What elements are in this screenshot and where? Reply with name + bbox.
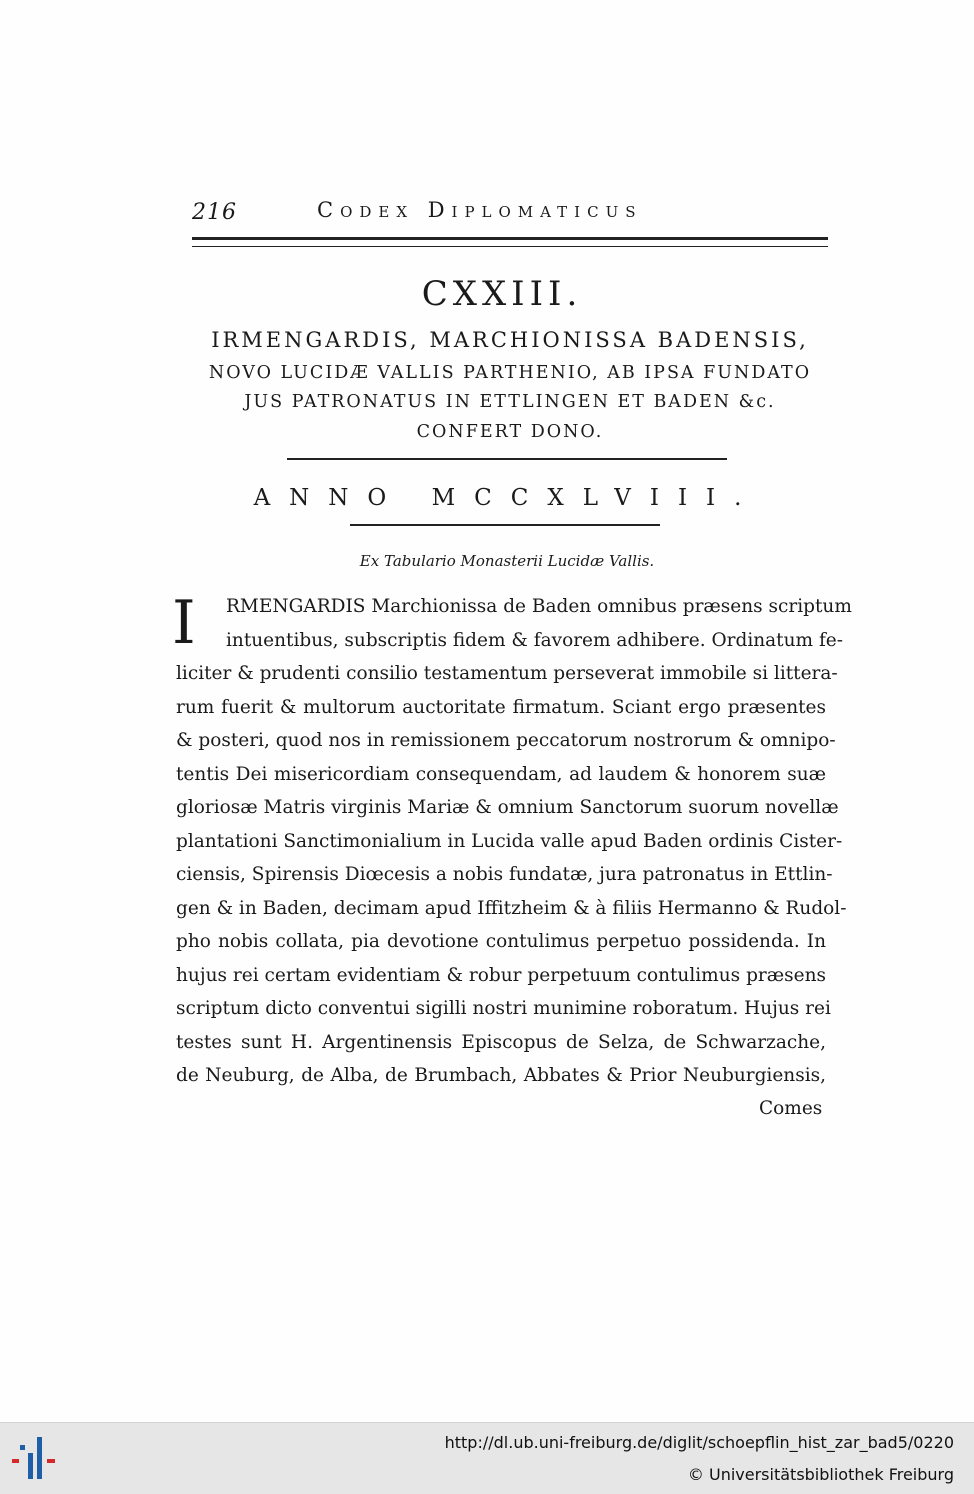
body-line: ciensis, Spirensis Diœcesis a nobis fundatæ, jura patronatus in Ettlin- (176, 864, 833, 885)
permalink-url[interactable]: http://dl.ub.uni-freiburg.de/diglit/schoepflin_hist_zar_bad5/0220 (444, 1433, 954, 1452)
body-line: testes sunt H. Argentinensis Episcopus de Selza, de Schwarzache, (176, 1031, 826, 1053)
body-text (172, 588, 852, 1093)
source-note: Ex Tabulario Monasterii Lucidæ Vallis. (359, 552, 655, 570)
catchword: Comes (759, 1098, 823, 1119)
year-divider (350, 524, 660, 526)
copyright-notice: © Universitätsbibliothek Freiburg (687, 1465, 954, 1484)
body-line: intuentibus, subscriptis fidem & favorem adhibere. Ordinatum fe- (226, 629, 844, 651)
body-line: pho nobis collata, pia devotione contulimus perpetuo possidenda. In (176, 931, 826, 952)
heading-line-3: JUS PATRONATUS IN ETTLINGEN ET BADEN &c. (244, 392, 776, 412)
body-line: & posteri, quod nos in remissionem peccatorum nostrorum & omnipo- (176, 730, 836, 751)
body-line: hujus rei certam evidentiam & robur perpetuum contulimus præsens (176, 964, 826, 986)
ub-freiburg-logo-icon[interactable] (10, 1435, 62, 1483)
body-line: liciter & prudenti consilio testamentum perseverat immobile si littera- (176, 663, 838, 684)
running-head (192, 198, 828, 228)
header-rule-thick (192, 237, 828, 240)
body-line: rum fuerit & multorum auctoritate firmatum. Sciant ergo præsentes (176, 696, 826, 718)
body-line: plantationi Sanctimonialium in Lucida valle apud Baden ordinis Cister- (176, 830, 843, 852)
body-line: de Neuburg, de Alba, de Brumbach, Abbates & Prior Neuburgiensis, (176, 1065, 826, 1086)
viewer-footer (0, 1422, 974, 1494)
body-line: tentis Dei misericordiam consequendam, ad laudem & honorem suæ (176, 763, 826, 785)
heading-line-2: NOVO LUCIDÆ VALLIS PARTHENIO, AB IPSA FUNDATO (208, 363, 812, 383)
heading-divider (287, 458, 727, 460)
body-line: gloriosæ Matris virginis Mariæ & omnium Sanctorum suorum novellæ (176, 797, 839, 818)
header-rule-thin (192, 246, 828, 247)
body-line: RMENGARDIS Marchionissa de Baden omnibus præsens scriptum (226, 596, 852, 617)
body-line: scriptum dicto conventui sigilli nostri munimine roboratum. Hujus rei (176, 998, 831, 1019)
year-line: ANNO MCCXLVIII. (253, 485, 761, 511)
document-number: CXXIII. (421, 274, 583, 314)
heading-line-1: IRMENGARDIS, MARCHIONISSA BADENSIS, (211, 328, 809, 352)
running-title: Codex Diplomaticus (317, 198, 643, 222)
body-line: gen & in Baden, decimam apud Iffitzheim & à filiis Hermanno & Rudol- (176, 897, 847, 919)
page-number: 216 (192, 200, 237, 225)
heading-line-4: CONFERT DONO. (416, 422, 604, 442)
drop-cap: I (172, 588, 196, 658)
